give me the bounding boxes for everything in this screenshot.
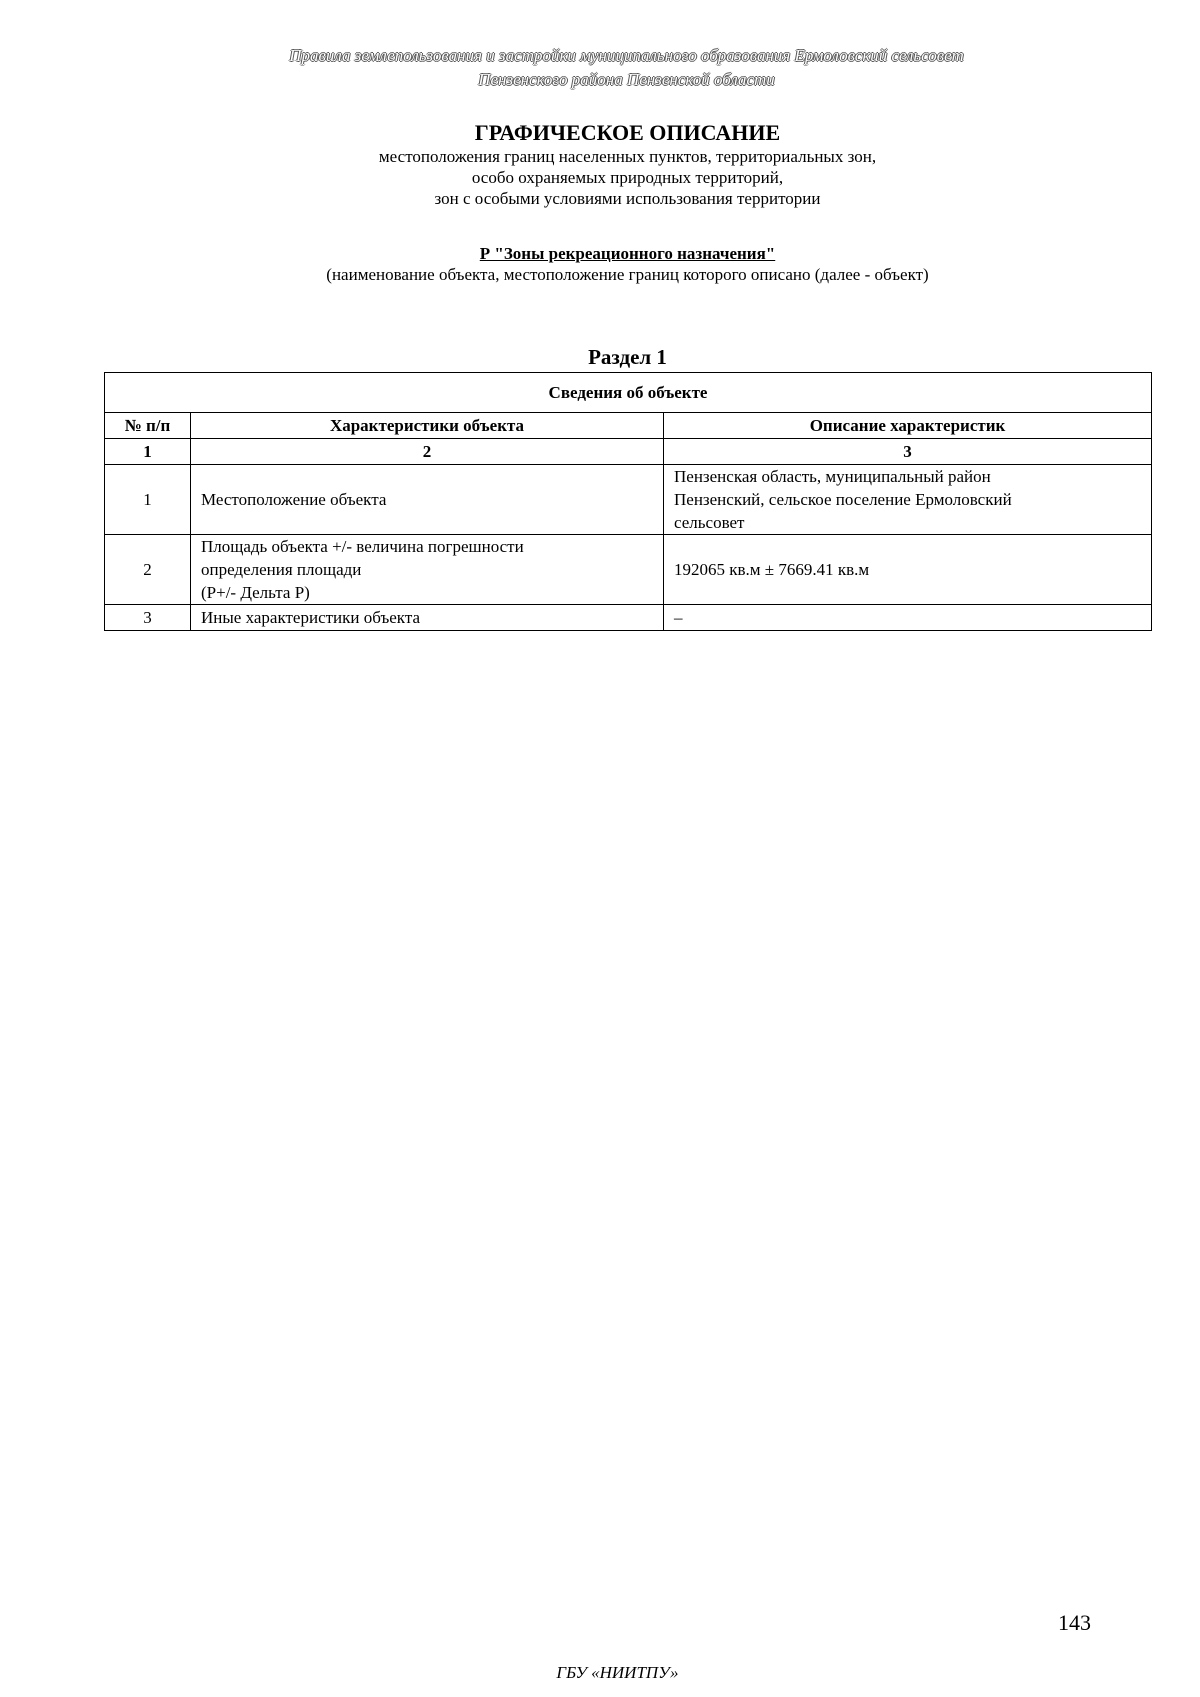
table-caption: Сведения об объекте — [105, 373, 1152, 413]
cell-line: Пензенский, сельское поселение Ермоловский — [674, 490, 1012, 509]
cell-line: Пензенская область, муниципальный район — [674, 467, 991, 486]
table-row — [105, 535, 1152, 605]
running-header-line-2: Пензенского района Пензенской области — [478, 70, 775, 89]
column-header-characteristic: Характеристики объекта — [191, 413, 664, 439]
row-characteristic — [191, 465, 664, 535]
column-header-number: № п/п — [105, 413, 191, 439]
row-characteristic — [191, 605, 664, 631]
page-number: 143 — [1058, 1610, 1091, 1635]
subtitle-line-3: зон с особыми условиями использования территории — [434, 189, 821, 208]
section-title: Раздел 1 — [588, 345, 667, 369]
cell-line: – — [674, 608, 683, 627]
object-info-table — [104, 372, 1152, 631]
cell-line: Иные характеристики объекта — [201, 608, 421, 627]
row-description — [664, 535, 1152, 605]
row-characteristic — [191, 535, 664, 605]
object-name: Р "Зоны рекреационного назначения" — [479, 244, 776, 263]
title-block — [0, 120, 1200, 209]
column-header-description: Описание характеристик — [664, 413, 1152, 439]
cell-line: 192065 кв.м ± 7669.41 кв.м — [674, 560, 870, 579]
row-number: 1 — [105, 465, 191, 535]
subtitle-line-2: особо охраняемых природных территорий, — [471, 168, 784, 187]
cell-line: Местоположение объекта — [201, 490, 387, 509]
document-title: ГРАФИЧЕСКОЕ ОПИСАНИЕ — [474, 120, 781, 145]
column-number-1: 1 — [105, 439, 191, 465]
table-row — [105, 465, 1152, 535]
running-header — [0, 44, 1200, 92]
row-description — [664, 605, 1152, 631]
row-number: 3 — [105, 605, 191, 631]
row-description — [664, 465, 1152, 535]
cell-line: (Р+/- Дельта Р) — [201, 583, 310, 602]
column-number-2: 2 — [191, 439, 664, 465]
object-block — [0, 243, 1200, 285]
subtitle-line-1: местоположения границ населенных пунктов, территориальных зон, — [378, 147, 877, 166]
table-caption-row — [105, 373, 1152, 413]
cell-line: Площадь объекта +/- величина погрешности — [201, 537, 524, 556]
row-number: 2 — [105, 535, 191, 605]
cell-line: сельсовет — [674, 513, 745, 532]
page-footer: ГБУ «НИИТПУ» — [556, 1663, 679, 1682]
column-number-3: 3 — [664, 439, 1152, 465]
table-row — [105, 605, 1152, 631]
running-header-line-1: Правила землепользования и застройки муниципального образования Ермоловский сельсовет — [289, 46, 964, 65]
object-caption: (наименование объекта, местоположение границ которого описано (далее - объект) — [326, 265, 929, 284]
table-header-row — [105, 413, 1152, 439]
column-numbers-row — [105, 439, 1152, 465]
cell-line: определения площади — [201, 560, 362, 579]
